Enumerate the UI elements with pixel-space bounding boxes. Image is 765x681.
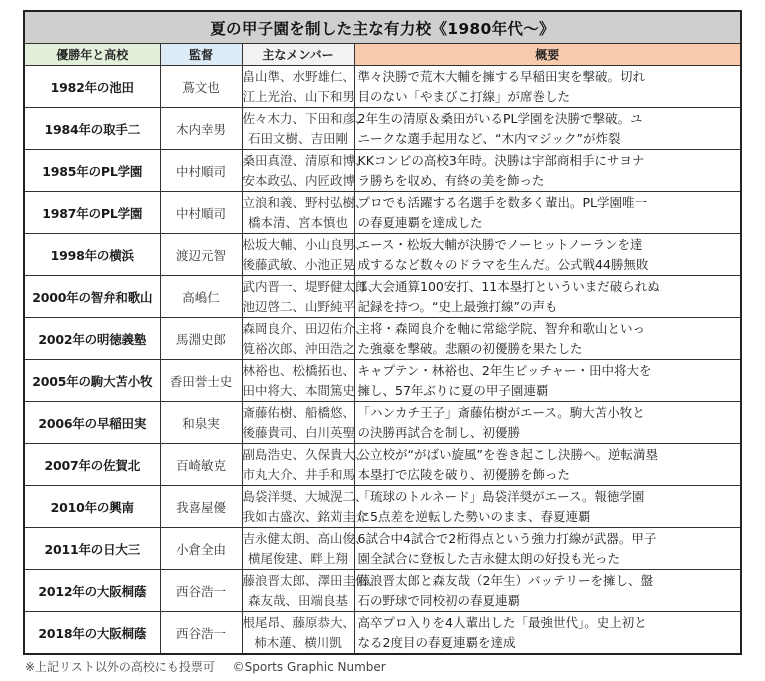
cell-school: 2018年の大阪桐蔭 — [24, 612, 160, 655]
summary-line: 園全試合に登板した吉永健太朗の好投も光った — [357, 550, 621, 566]
summary-line: なる2度目の春夏連覇を達成 — [357, 634, 516, 650]
summary-line: 公立校が“がばい旋風”を巻き起こし決勝へ。逆転満塁 — [357, 446, 658, 462]
cell-members — [242, 150, 368, 192]
members-line: 島袋洋奨、大城滉二、 — [242, 488, 368, 504]
members-line: 松坂大輔、小山良男、 — [242, 236, 368, 252]
cell-summary — [354, 570, 741, 612]
cell-coach: 和泉実 — [160, 402, 242, 444]
members-line: 後藤武敏、小池正晃 — [242, 256, 356, 272]
summary-line: 高卒プロ入りを4人輩出した「最強世代」。史上初と — [357, 614, 647, 630]
members-line: 森友哉、田端良基 — [247, 592, 348, 608]
summary-line: ニークな選手起用など、“木内マジック”が炸裂 — [357, 130, 621, 146]
members-line: 我如古盛次、銘苅圭介 — [242, 508, 368, 524]
cell-school: 1984年の取手二 — [24, 108, 160, 150]
members-line: 武内晋一、堤野健太郎、 — [242, 278, 381, 294]
summary-line: 2年生の清原＆桑田がいるPL学園を決勝で撃破。ユ — [357, 110, 643, 126]
summary-line: プロでも活躍する名選手を数多く輩出。PL学園唯一 — [357, 194, 648, 210]
summary-line: 石の野球で同校初の春夏連覇 — [357, 592, 521, 608]
members-line: 藤浪晋太郎、澤田圭佑、 — [242, 572, 381, 588]
cell-members — [242, 66, 354, 108]
table-row — [24, 444, 741, 486]
table-title: 夏の甲子園を制した主な有力校《1980年代〜》 — [24, 11, 741, 44]
members-line: 石田文樹、吉田剛 — [247, 130, 348, 146]
cell-summary — [354, 528, 741, 570]
summary-line: 「琉球のトルネード」島袋洋奨がエース。報徳学園 — [357, 488, 645, 504]
cell-coach: 我喜屋優 — [160, 486, 242, 528]
members-line: 森岡良介、田辺佑介、 — [242, 320, 368, 336]
cell-coach: 渡辺元智 — [160, 234, 242, 276]
winners-table — [23, 10, 742, 655]
cell-summary — [354, 192, 741, 234]
footer-credit: ©Sports Graphic Number — [232, 660, 386, 674]
cell-coach: 高嶋仁 — [160, 276, 242, 318]
cell-members — [242, 402, 354, 444]
table-row — [24, 108, 741, 150]
column-header-coach: 監督 — [160, 44, 242, 66]
summary-line: た強豪を撃破。悲願の初優勝を果たした — [357, 340, 583, 356]
members-line: 副島浩史、久保貴大、 — [242, 446, 368, 462]
members-line: 畠山準、水野雄仁、 — [242, 68, 356, 84]
summary-line: ラ勝ちを収め、有終の美を飾った — [357, 172, 545, 188]
summary-line: 「ハンカチ王子」斎藤佑樹がエース。駒大苫小牧と — [357, 404, 645, 420]
cell-summary — [354, 612, 741, 655]
cell-summary — [354, 318, 741, 360]
cell-school: 1982年の池田 — [24, 66, 160, 108]
cell-school: 2010年の興南 — [24, 486, 160, 528]
summary-line: 本塁打で広陵を破り、初優勝を飾った — [357, 466, 571, 482]
cell-school: 2006年の早稲田実 — [24, 402, 160, 444]
table-row — [24, 192, 741, 234]
summary-line: に5点差を逆転した勢いのまま、春夏連覇 — [357, 508, 591, 524]
members-line: 橋本清、宮本慎也 — [247, 214, 348, 230]
table-row — [24, 570, 741, 612]
cell-members — [242, 192, 368, 234]
table-row — [24, 402, 741, 444]
members-line: 安本政弘、内匠政博 — [242, 172, 356, 188]
cell-summary — [354, 444, 741, 486]
column-header-members: 主なメンバー — [242, 44, 354, 66]
cell-coach: 中村順司 — [160, 150, 242, 192]
summary-line: 擁し、57年ぶりに夏の甲子園連覇 — [357, 382, 549, 398]
summary-line: 準々決勝で荒木大輔を擁する早稲田実を撃破。切れ — [357, 68, 646, 84]
table-row — [24, 486, 741, 528]
cell-summary — [354, 486, 741, 528]
ranking-table-container — [23, 10, 740, 675]
cell-summary — [354, 276, 741, 318]
cell-members — [242, 612, 354, 655]
cell-members — [242, 570, 381, 612]
cell-school: 2000年の智弁和歌山 — [24, 276, 160, 318]
members-line: 林裕也、松橋拓也、 — [242, 362, 356, 378]
summary-line: キャプテン・林裕也、2年生ピッチャー・田中将大を — [357, 362, 652, 378]
members-line: 池辺啓二、山野純平 — [242, 298, 356, 314]
members-line: 根尾昂、藤原恭大、 — [242, 614, 356, 630]
table-row — [24, 66, 741, 108]
summary-line: 目のない「やまびこ打線」が席巻した — [357, 88, 571, 104]
members-line: 市丸大介、井手和馬 — [242, 466, 356, 482]
table-row — [24, 528, 741, 570]
cell-members — [242, 444, 368, 486]
summary-line: 藤浪晋太郎と森友哉（2年生）バッテリーを擁し、盤 — [357, 572, 653, 588]
summary-line: KKコンビの高校3年時。決勝は宇部商相手にサヨナ — [357, 152, 645, 168]
cell-members — [242, 528, 368, 570]
cell-school: 2002年の明徳義塾 — [24, 318, 160, 360]
members-line: 後藤貴司、白川英聖 — [242, 424, 356, 440]
cell-school: 1985年のPL学園 — [24, 150, 160, 192]
cell-summary — [354, 108, 741, 150]
summary-line: エース・松坂大輔が決勝でノーヒットノーランを達 — [357, 236, 643, 252]
summary-line: 記録を持つ。“史上最強打線”の声も — [357, 298, 558, 314]
cell-coach: 香田誉士史 — [160, 360, 242, 402]
table-row — [24, 360, 741, 402]
column-header-summary: 概要 — [354, 44, 741, 66]
summary-line: の春夏連覇を達成した — [357, 214, 483, 230]
cell-members — [242, 276, 381, 318]
members-line: 斎藤佑樹、船橋悠、 — [242, 404, 356, 420]
members-line: 柿木蓮、横川凱 — [254, 634, 342, 650]
summary-line: 成するなど数々のドラマを生んだ。公式戦44勝無敗 — [357, 256, 649, 272]
cell-members — [242, 318, 368, 360]
cell-coach: 木内幸男 — [160, 108, 242, 150]
cell-coach: 小倉全由 — [160, 528, 242, 570]
cell-members — [242, 360, 354, 402]
members-line: 立浪和義、野村弘樹、 — [242, 194, 368, 210]
cell-summary — [354, 360, 741, 402]
table-row — [24, 612, 741, 655]
cell-summary — [354, 234, 741, 276]
summary-line: の決勝再試合を制し、初優勝 — [357, 424, 521, 440]
column-header-school: 優勝年と高校 — [24, 44, 160, 66]
cell-school: 2007年の佐賀北 — [24, 444, 160, 486]
table-row — [24, 276, 741, 318]
cell-school: 1987年のPL学園 — [24, 192, 160, 234]
cell-coach: 中村順司 — [160, 192, 242, 234]
footer-note: ※上記リスト以外の高校にも投票可 — [25, 660, 215, 674]
cell-summary — [354, 402, 741, 444]
members-line: 江上光治、山下和男 — [242, 88, 356, 104]
cell-summary — [354, 150, 741, 192]
table-row — [24, 318, 741, 360]
cell-members — [242, 234, 368, 276]
summary-line: 主将・森岡良介を軸に常総学院、智弁和歌山といっ — [357, 320, 646, 336]
footer — [23, 658, 740, 675]
cell-members — [242, 486, 368, 528]
summary-line: 6試合中4試合で2桁得点という強力打線が武器。甲子 — [357, 530, 657, 546]
cell-school: 2005年の駒大苫小牧 — [24, 360, 160, 402]
table-row — [24, 150, 741, 192]
cell-coach: 蔦文也 — [160, 66, 242, 108]
table-body — [24, 66, 741, 655]
cell-coach: 西谷浩一 — [160, 612, 242, 655]
cell-coach: 百崎敏克 — [160, 444, 242, 486]
cell-coach: 馬淵史郎 — [160, 318, 242, 360]
cell-school: 2011年の日大三 — [24, 528, 160, 570]
cell-school: 1998年の横浜 — [24, 234, 160, 276]
cell-members — [242, 108, 368, 150]
cell-coach: 西谷浩一 — [160, 570, 242, 612]
cell-summary — [354, 66, 741, 108]
cell-school: 2012年の大阪桐蔭 — [24, 570, 160, 612]
members-line: 横尾俊建、畔上翔 — [247, 550, 348, 566]
members-line: 筧裕次郎、沖田浩之 — [242, 340, 356, 356]
members-line: 吉永健太朗、高山俊、 — [242, 530, 368, 546]
summary-line: １大会通算100安打、11本塁打といういまだ破られぬ — [357, 278, 660, 294]
members-line: 佐々木力、下田和彦、 — [242, 110, 368, 126]
table-row — [24, 234, 741, 276]
members-line: 桑田真澄、清原和博、 — [242, 152, 368, 168]
members-line: 田中将大、本間篤史 — [242, 382, 356, 398]
